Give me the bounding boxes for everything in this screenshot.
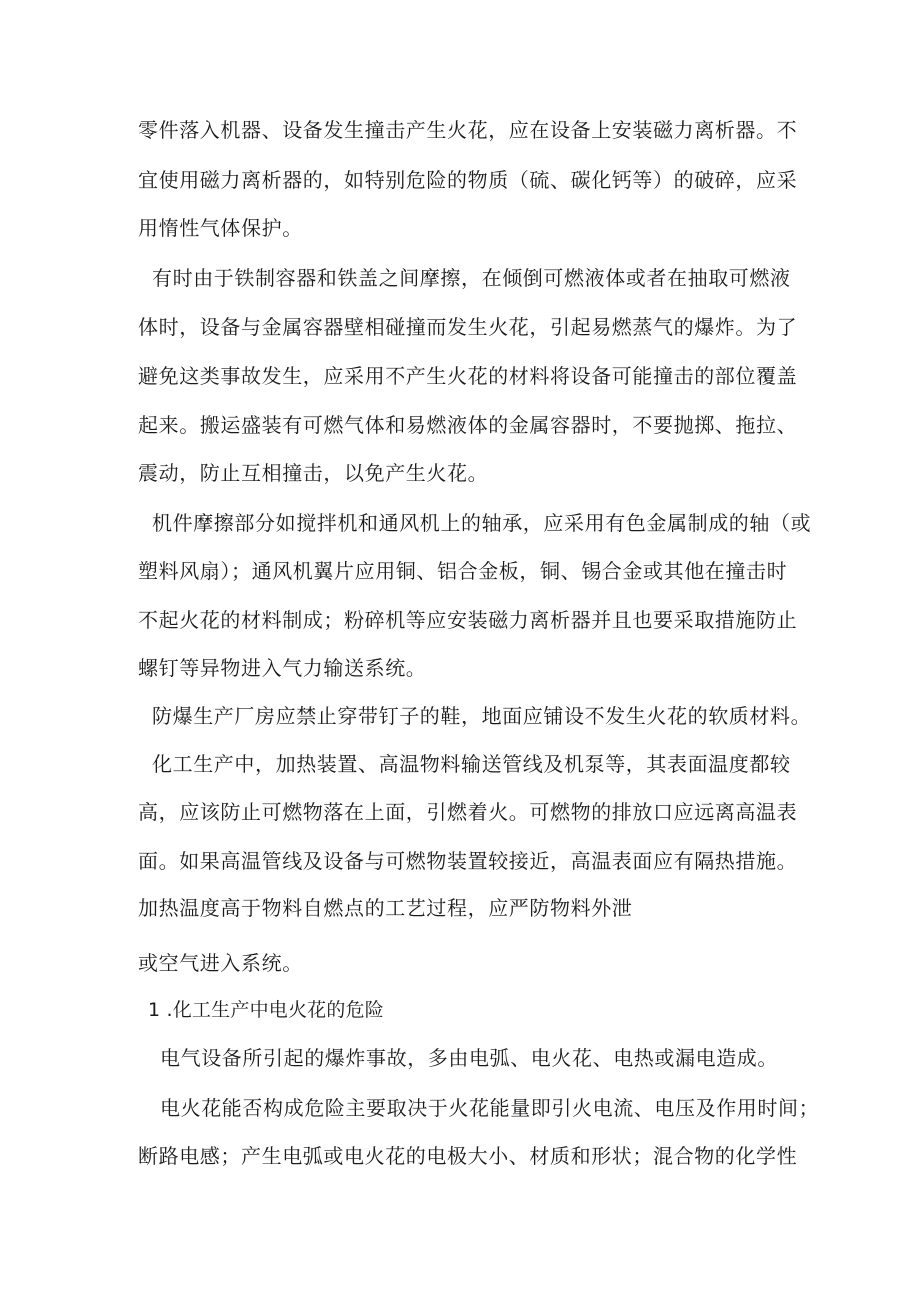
text-line: 用惰性气体保护。 (138, 216, 303, 240)
text-line: 宜使用磁力离析器的，如特别危险的物质（硫、碳化钙等）的破碎，应采 (138, 168, 798, 192)
text-line: 塑料风扇）；通风机翼片应用铜、铝合金板，铜、锡合金或其他在撞击时 (138, 559, 788, 583)
text-line: 起来。搬运盛装有可燃气体和易燃液体的金属容器时，不要抛掷、拖拉、 (138, 413, 798, 437)
text-line: 断路电感；产生电弧或电火花的电极大小、材质和形状；混合物的化学性 (138, 1144, 798, 1168)
text-line: 化工生产中，加热装置、高温物料输送管线及机泵等，其表面温度都较 (152, 752, 791, 776)
text-line: 零件落入机器、设备发生撞击产生火花，应在设备上安装磁力离析器。不 (138, 118, 798, 142)
text-line: 电气设备所引起的爆炸事故，多由电弧、电火花、电热或漏电造成。 (160, 1046, 778, 1070)
text-line: 机件摩擦部分如搅拌机和通风机上的轴承，应采用有色金属制成的轴（或 (152, 511, 812, 535)
section-heading: 1 .化工生产中电火花的危险 (148, 999, 384, 1021)
text-line: 面。如果高温管线及设备与可燃物装置较接近，高温表面应有隔热措施。 (138, 849, 798, 873)
text-line: 电火花能否构成危险主要取决于火花能量即引火电流、电压及作用时间； (160, 1096, 820, 1120)
text-line: 震动，防止互相撞击，以免产生火花。 (138, 461, 489, 485)
text-line: 有时由于铁制容器和铁盖之间摩擦，在倾倒可燃液体或者在抽取可燃液 (152, 266, 791, 290)
text-line: 防爆生产厂房应禁止穿带钉子的鞋，地面应铺设不发生火花的软质材料。 (152, 704, 812, 728)
text-line: 螺钉等异物进入气力输送系统。 (138, 656, 427, 680)
text-line: 高，应该防止可燃物落在上面，引燃着火。可燃物的排放口应远离高温表 (138, 800, 798, 824)
text-line: 体时，设备与金属容器壁相碰撞而发生火花，引起易燃蒸气的爆炸。为了 (138, 315, 798, 339)
text-line: 不起火花的材料制成；粉碎机等应安装磁力离析器并且也要采取措施防止 (138, 608, 798, 632)
text-line: 避免这类事故发生，应采用不产生火花的材料将设备可能撞击的部位覆盖 (138, 364, 798, 388)
text-line: 或空气进入系统。 (138, 951, 303, 975)
text-line: 加热温度高于物料自燃点的工艺过程，应严防物料外泄 (138, 896, 633, 920)
